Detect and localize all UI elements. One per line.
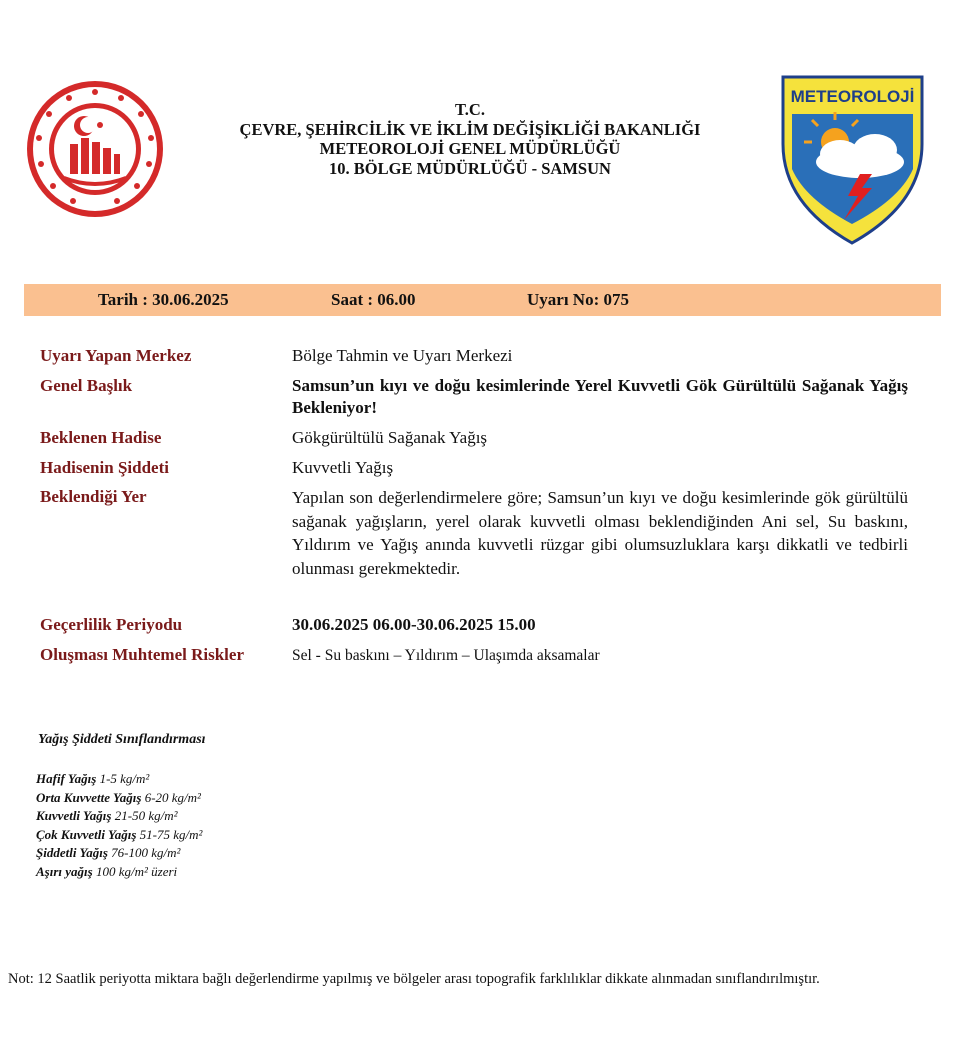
list-item <box>36 826 202 845</box>
class-name: Hafif Yağış <box>36 771 97 786</box>
header-line-directorate: METEOROLOJİ GENEL MÜDÜRLÜĞÜ <box>319 139 621 158</box>
document-header <box>200 100 740 178</box>
title-value: Samsun’un kıyı ve doğu kesimlerinde Yerel Kuvvetli Gök Gürültülü Sağanak Yağış Bekleniyor! <box>292 376 908 417</box>
title-label: Genel Başlık <box>40 376 133 395</box>
class-range: 21-50 kg/m² <box>114 808 178 823</box>
validity-value: 30.06.2025 06.00-30.06.2025 15.00 <box>292 615 536 634</box>
ministry-seal-icon <box>24 78 166 220</box>
class-range: 51-75 kg/m² <box>139 826 203 842</box>
class-name: Çok Kuvvetli Yağış <box>36 826 137 842</box>
meteoroloji-logo-icon <box>780 74 925 246</box>
risks-label: Oluşması Muhtemel Riskler <box>40 645 244 664</box>
logo-text: METEOROLOJİ <box>790 87 915 106</box>
date-text: Tarih : 30.06.2025 <box>98 290 229 309</box>
classification-list <box>36 770 202 881</box>
location-label: Beklendiği Yer <box>40 487 147 506</box>
severity-value: Kuvvetli Yağış <box>292 458 394 477</box>
validity-label: Geçerlilik Periyodu <box>40 615 183 634</box>
severity-label: Hadisenin Şiddeti <box>40 458 169 477</box>
list-item <box>36 807 202 826</box>
warning-number-text: Uyarı No: 075 <box>527 290 629 309</box>
list-item <box>36 770 202 789</box>
list-item <box>36 863 202 882</box>
classification-title: Yağış Şiddeti Sınıflandırması <box>38 732 206 747</box>
risks-value: Sel - Su baskını – Yıldırım – Ulaşımda aksamalar <box>292 647 600 664</box>
event-value: Gökgürültülü Sağanak Yağış <box>292 428 488 447</box>
class-range: 100 kg/m² üzeri <box>95 863 178 879</box>
location-value: Yapılan son değerlendirmelere göre; Samsun’un kıyı ve doğu kesimlerinde gök gürültülü sağanak yağışların, yerel olarak kuvvetli olması beklendiğinden Ani sel, Su baskını, Yıldırım ve Yağış anında kuvvetli rüzgar gibi olumsuzluklara karşı dikkatli ve tedbirli olunması gerekmektedir. <box>292 488 908 578</box>
class-name: Orta Kuvvette Yağış <box>36 789 142 805</box>
list-item <box>36 844 202 863</box>
header-line-region: 10. BÖLGE MÜDÜRLÜĞÜ - SAMSUN <box>329 158 611 178</box>
class-range: 76-100 kg/m² <box>111 845 181 860</box>
header-line-tc: T.C. <box>455 100 485 119</box>
list-item <box>36 789 202 808</box>
class-name: Şiddetli Yağış <box>36 845 108 860</box>
center-value: Bölge Tahmin ve Uyarı Merkezi <box>292 346 513 365</box>
class-name: Kuvvetli Yağış <box>36 808 112 823</box>
footnote: Not: 12 Saatlik periyotta miktara bağlı değerlendirme yapılmış ve bölgeler arası topografik farklılıklar dikkate alınmadan sınıflandırılmıştır. <box>8 971 820 987</box>
info-bar <box>24 284 941 316</box>
class-name: Aşırı yağış <box>36 863 93 879</box>
event-label: Beklenen Hadise <box>40 428 162 447</box>
class-range: 6-20 kg/m² <box>144 789 201 805</box>
class-range: 1-5 kg/m² <box>99 771 150 786</box>
time-text: Saat : 06.00 <box>331 290 416 309</box>
center-label: Uyarı Yapan Merkez <box>40 346 192 365</box>
header-line-ministry: ÇEVRE, ŞEHİRCİLİK VE İKLİM DEĞİŞİKLİĞİ BAKANLIĞI <box>239 119 701 139</box>
